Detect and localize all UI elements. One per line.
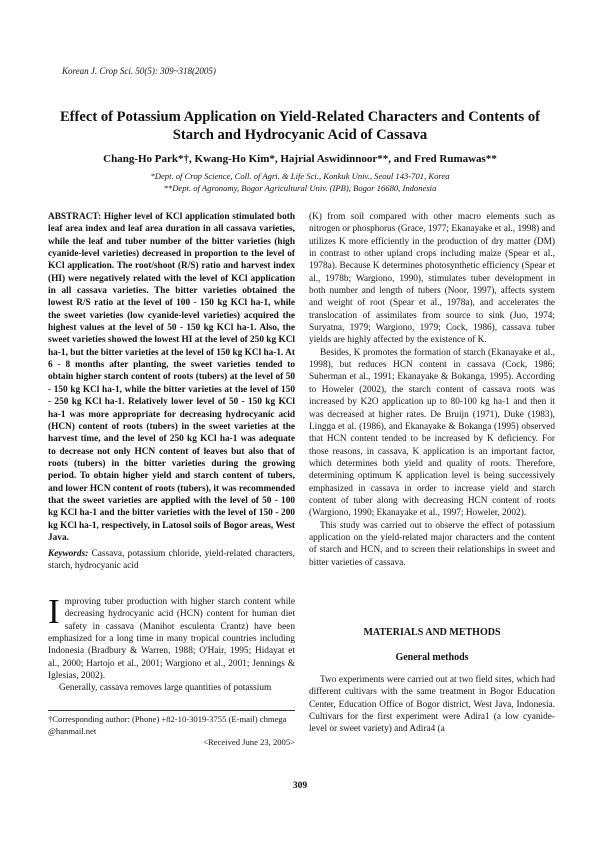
keywords-label: Keywords: — [48, 549, 89, 559]
keywords-text: Cassava, potassium chloride, yield-related characters, starch, hydrocyanic acid — [48, 549, 295, 572]
abstract-label: ABSTRACT: — [48, 212, 102, 222]
body-paragraph-2: Besides, K promotes the formation of starch (Ekanayake et al., 1998), but reduces HCN content in cassava (Cock, 1986; Suherman et al., 1991; Ekanayake & Bokanga, 1995). According to Howeler (2002), the starch content of cassava roots was increased by K2O application up to 80-100 kg ha-1 and then it was decreased at higher rates. De Bruijn (1971), Duke (1983), Lingga et al. (1986), and Ekanayake & Bokanga (1995) observed that HCN content tended to be increased by K deficiency. For those reasons, in cassava, K application is an important factor, which determines both yield and quality of roots. Therefore, determining optimum K application level is being successively emphasized in cassava in order to increase yield and starch content of tuber along with decreasing HCN content of roots (Wargiono, 1990; Ekanayake et al., 1997; Howeler, 2002). — [309, 347, 555, 519]
intro-paragraph-1: mproving tuber production with higher starch content while decreasing hydrocyanic acid (HCN) content for human diet safety in cassava (Manihot esculenta Crantz) have been emphasized for a long time in many tropical countries including Indonesia (Bradbury & Warren, 1988; O'Hair, 1995; Hidayat et al., 2000; Hartojo et al., 2001; Wargiono et al., 2001; Jennings & Iglesias, 2002). — [48, 597, 295, 682]
journal-citation: Korean J. Crop Sci. 50(5): 309~318(2005) — [62, 66, 216, 76]
body-paragraph-3: This study was carried out to observe the effect of potassium application on the yield-related major characters and the content of starch and HCN, and to screen their relationships in sweet and bitter varieties of cassava. — [309, 520, 555, 568]
page-number: 309 — [292, 781, 308, 791]
body-paragraph-4: Two experiments were carried out at two field sites, which had different cultivars with the same treatment in Bogor Education Center, Education Office of Bogor district, West Java, Indonesia. Cultivars for the first experiment were Adira1 (a low cyanide-level or sweet variety) and Adira4 (a — [309, 675, 555, 735]
introduction — [48, 592, 295, 695]
paper-title: Effect of Potassium Application on Yield-Related Characters and Contents of Starch and Hydrocyanic Acid of Cassava — [59, 109, 541, 143]
footnote — [48, 714, 295, 749]
footnote-divider — [48, 710, 295, 711]
affiliation-1: *Dept. of Crop Science, Coll. of Agri. & Life Sci., Konkuk Univ., Seoul 143-701, Korea — [150, 171, 450, 181]
received-date: <Received June 23, 2005> — [203, 737, 295, 747]
section-heading: MATERIALS AND METHODS — [363, 627, 501, 638]
abstract-text: Higher level of KCl application stimulated both leaf area index and leaf area duration in all cassava varieties, while the leaf and tuber number of the bitter varieties (high cyanide-level varieties) decreased in proportion to the level of KCl application. The root/shoot (R/S) ratio and harvest index (HI) were negatively related with the level of KCl application in all cassava varieties. The bitter varieties obtained the lowest R/S ratio at the level of 100 - 150 kg KCl ha-1, while the sweet varieties (low cyanide-level varieties) acquired the highest values at the level of 50 - 150 kg KCl ha-1. Also, the sweet varieties showed the lowest HI at the level of 250 kg KCl ha-1, but the bitter varieties at the level of 150 kg KCl ha-1. At 6 - 8 months after planting, the sweet varieties tended to obtain higher starch content of roots (tubers) at the level of 50 - 150 kg KCl ha-1, while the bitter varieties at the level of 150 - 250 kg KCl ha-1. Relatively lower level of 50 - 150 kg KCl ha-1 was more appropriate for decreasing hydrocyanic acid (HCN) content of roots (tubers) in the sweet varieties at the harvest time, and the level of 250 kg KCl ha-1 was adequate to decrease not only HCN content of leaves but also that of roots (tubers) in the bitter varieties during the growing period. To obtain higher yield and starch content of tubers, and lower HCN content of roots (tubers), it was recommended that the sweet varieties are applied with the level of 50 - 100 kg KCl ha-1 and the bitter varieties with the level of 150 - 200 kg KCl ha-1, respectively, in Latosol soils of Bogor areas, West Java. — [48, 212, 295, 543]
affiliation-2: **Dept. of Agronomy, Bogor Agricultural Univ. (IPB), Bogor 16680, Indonesia — [163, 183, 437, 193]
affiliations — [40, 170, 560, 194]
author-list: Chang-Ho Park*†, Kwang-Ho Kim*, Hajrial Aswidinnoor**, and Fred Rumawas** — [103, 153, 497, 165]
keywords — [48, 548, 295, 573]
drop-cap: I — [48, 592, 60, 631]
methods-paragraph — [309, 674, 555, 736]
corresponding-author-note: †Corresponding author: (Phone) +82-10-3019-3755 (E-mail) chmega @hanmail.net — [48, 714, 287, 736]
intro-paragraph-2: Generally, cassava removes large quantities of potassium — [59, 683, 272, 694]
right-column — [309, 211, 555, 569]
abstract — [48, 211, 295, 544]
body-paragraph-1: (K) from soil compared with other macro elements such as nitrogen or phosphorus (Grace, 1977; Ekanayake et al., 1998) and utilizes K more efficiently in the production of dry matter (DM) in contrast to other upland crops including maize (Spear et al., 1978a). Because K determines photosynthetic efficiency (Spear et al., 1978b; Wargiono, 1990), stimulates tuber development in both number and length of tubers (Noor, 1997), affects system and weight of root (Spear et al., 1978a), and accelerates the translocation of assimilates from source to sink (Juo, 1974; Suryatna, 1979; Wargiono, 1979; Cock, 1986), cassava tuber yields are highly affected by the existence of K. — [309, 212, 555, 346]
subsection-heading: General methods — [395, 652, 469, 663]
